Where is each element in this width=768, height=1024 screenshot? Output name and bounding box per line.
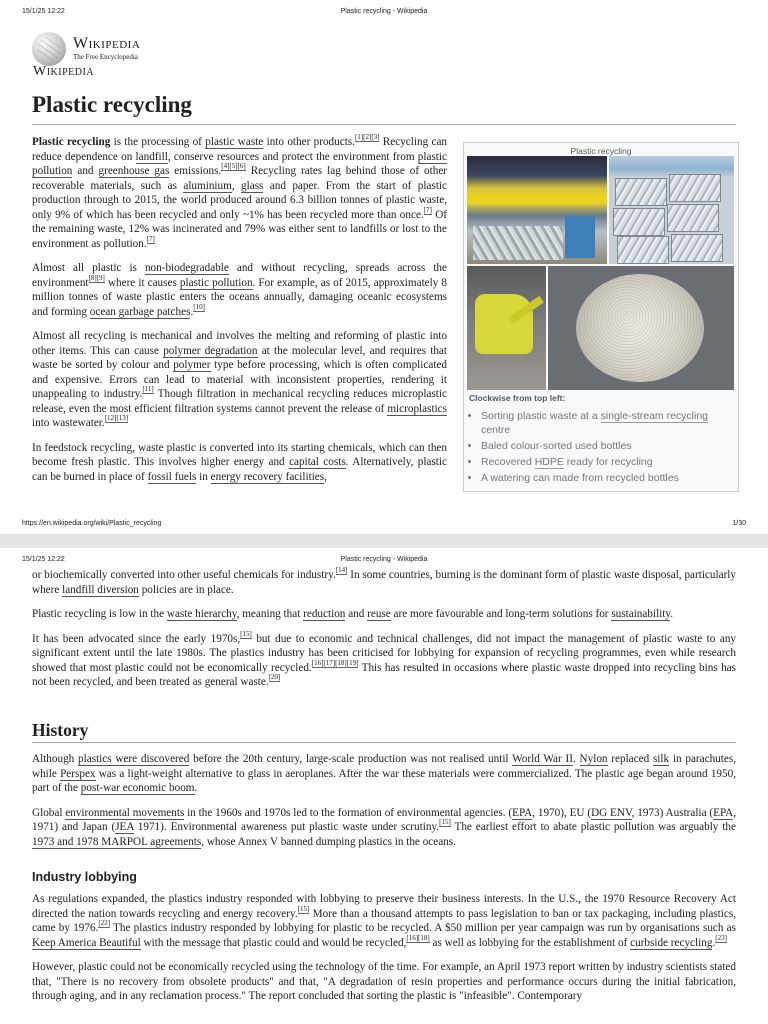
text: into wastewater. [32,417,105,429]
citation[interactable]: [11] [142,385,154,393]
text: , 1970), EU ( [532,806,592,819]
infobox-caption-list [469,409,738,487]
link-landfill[interactable]: landfill [135,150,168,163]
text: Baled colour-sorted used bottles [481,440,632,452]
text: . [190,305,194,318]
text: Recovered [481,456,535,468]
link-landfill-diversion[interactable]: landfill diversion [62,583,139,596]
text: in parachutes, while [32,753,737,780]
wikipedia-wordmark: Wikipedia [73,35,141,52]
citation[interactable]: [9] [96,273,105,282]
text: Global [32,806,66,819]
photo-detail [671,234,723,262]
photo-detail [667,204,719,232]
citation[interactable]: [8] [88,273,97,282]
link-plastic-pollution[interactable]: plastic pollution [179,276,253,289]
paragraph [32,441,447,485]
citation[interactable]: [1] [354,133,364,141]
citation[interactable]: [10] [193,302,205,311]
photo-detail [473,226,563,260]
text: into other products. [263,136,355,148]
text: 1971). Environmental awareness put plastic waste under scrutiny. [133,821,440,833]
link-world-war-ii[interactable]: World War II [512,753,573,765]
text: A watering can made from recycled bottles [481,472,679,484]
link-capital-costs[interactable]: capital costs [289,456,346,468]
text: are more favourable and long-term solutions for [390,608,612,620]
list-item [481,455,730,469]
link-polymer[interactable]: polymer [173,359,211,371]
photo-detail [617,236,669,264]
text: Though filtration in mechanical recycling reduces microplastic release, even the most efficient filtration systems cannot prevent the release of [32,388,447,415]
photo-detail [467,194,607,204]
paragraph [32,752,736,796]
link-aluminium[interactable]: aluminium [183,179,232,192]
text: but due to economic and technical challenges, did not impact the management of plastic waste to any significant extent until the late 1980s. The plastics industry has been criticised for lobbying for expansion of recycling programmes, even while research showed that most plastic could not be economically recycled. [32,632,737,674]
text: , meaning that [236,608,304,620]
infobox-subcaption: Clockwise from top left: [469,393,566,403]
text: centre [481,424,511,436]
citation[interactable]: [13] [116,414,129,422]
print-page-title: Plastic recycling - Wikipedia [340,8,428,15]
text: In some countries, burning is the dominant form of plastic waste disposal, particularly where [32,569,737,596]
subsection-heading-industry-lobbying: Industry lobbying [32,870,137,884]
link-dg-env[interactable]: DG ENV [591,806,632,819]
link-plastic-waste[interactable]: plastic waste [205,136,264,148]
infobox-image-collage[interactable] [467,156,734,390]
link-waste-hierarchy[interactable]: waste hierarchy [166,608,237,620]
link-keep-america-beautiful[interactable]: Keep America Beautiful [32,936,141,949]
text: at the molecular level, and requires that waste be sorted by colour and [32,344,448,371]
link-environmental-movements[interactable]: environmental movements [65,806,185,819]
citation[interactable]: [17] [323,658,336,667]
photo-detail [565,216,595,258]
link-reduction[interactable]: reduction [303,608,346,620]
print-footer [22,520,746,527]
section-heading-history: History [32,718,736,743]
wikipedia-globe-icon [32,32,66,66]
text: . [712,936,716,949]
paragraph [32,329,447,431]
wikipedia-tagline: The Free Encyclopedia [73,53,138,61]
citation[interactable]: [16] [406,933,419,942]
text: . [572,753,580,765]
list-item [481,409,730,437]
photo-detail [669,174,721,202]
infobox-caption: Plastic recycling [570,146,632,156]
link-curbside-recycling[interactable]: curbside recycling [630,936,713,949]
paragraph [32,261,447,319]
text: , 1971) and Japan ( [32,806,737,833]
link-hdpe[interactable]: HDPE [534,456,564,468]
text: Sorting plastic waste at a [481,410,601,422]
text: ready for recycling [563,456,653,468]
text: Recycling can reduce dependence on [32,136,448,163]
text: Of the remaining waste, 12% was incinerated and 79% was either sent to landfills or lost to the environment as pollution. [32,208,447,250]
print-page-title: Plastic recycling - Wikipedia [340,556,428,563]
industry-lobbying-section [32,892,736,1014]
citation[interactable]: [16] [311,658,324,667]
link-microplastics[interactable]: microplastics [387,402,447,415]
text: emissions. [169,165,222,177]
link-silk[interactable]: silk [652,753,670,765]
text: More than a thousand attempts to pass legislation to ban or tax packaging, including plastics, came by 1976. [32,907,736,934]
link-energy-recovery-facilities[interactable]: energy recovery facilities [210,470,325,483]
citation[interactable]: [12] [104,414,117,422]
article-intro-continued [32,568,736,700]
citation[interactable]: [5] [229,162,238,170]
text: , conserve resources and protect the environment from [167,150,418,163]
link-perspex[interactable]: Perspex [60,767,96,780]
text: in the 1960s and 1970s led to the formation of environmental agencies. ( [184,806,513,819]
text: Although [32,753,79,765]
link-epa-us[interactable]: EPA [512,806,533,819]
text: where it causes [104,276,180,289]
paragraph [32,806,736,850]
link-plastics-discovered[interactable]: plastics were discovered [78,753,190,765]
text: Almost all recycling is mechanical and involves the melting and reforming of plastic into other items. This can cause [32,330,447,357]
link-marpol-agreements[interactable]: 1973 and 1978 MARPOL agreements [32,835,202,848]
link-sustainability[interactable]: sustainability [611,608,671,620]
paragraph [32,960,736,1004]
print-page-2 [0,548,768,1024]
history-section [32,752,736,859]
text: . Alternatively, plastic can be burned in place of [32,456,447,483]
text: This has resulted in occasions where plastic waste dropped into recycling bins has not been recycled, and been treated as general waste. [32,661,737,688]
text: . For example, as of 2015, approximately 8 million tonnes of waste plastic enters the oceans annually, damaging oceanic ecosystems and forming [32,276,447,318]
photo-recovered-hdpe[interactable] [548,266,734,390]
text: The plastics industry responded by lobbying for plastic to be recycled. A $50 million per year campaign was run by organisations such as [110,922,736,934]
citation[interactable]: [18] [335,658,347,667]
citation[interactable]: [22] [98,919,111,927]
photo-detail [576,274,704,382]
citation[interactable]: [14] [335,566,348,574]
photo-baled-bottles[interactable] [609,156,734,264]
text: in [196,470,211,483]
print-datetime: 15/1/25 12:22 [22,556,65,563]
link-epa-australia[interactable]: EPA [713,806,734,819]
citation[interactable]: [23] [715,933,727,942]
text: replaced [607,753,653,765]
photo-detail [615,178,667,206]
citation[interactable]: [15] [240,629,252,638]
text: type before processing, which is often complicated and expensive. Errors can lead to material with inconsistent properties, rendering it unappealing to industry. [32,359,447,400]
text: It has been advocated since the early 1970s, [32,632,241,645]
citation[interactable]: [4] [221,162,230,170]
link-nylon[interactable]: Nylon [579,753,608,765]
text: was a light-weight alternative to glass in aeroplanes. After the war these materials were commercialized. The plastic age began around 1950, part of the [32,767,736,794]
text: is the processing of [110,136,206,148]
paragraph [32,607,736,622]
list-item [481,471,730,485]
link-glass[interactable]: glass [241,179,264,192]
citation[interactable]: [19] [346,658,359,667]
link-post-war-economic-boom[interactable]: post-war economic boom [80,782,195,794]
paragraph [32,629,737,690]
text: Almost all plastic is [32,262,145,274]
text: However, plastic could not be economically recycled using the technology of the time. For example, an April 1973 report written by industry scientists stated that, "There is no recovery from obsolete products" and that, "A degradation of resin properties and performance occurs during the initial fabrication, through aging, and in any reclamation process." The report concluded that sorting the plastic is "infeasible". Contemporary [32,961,736,1002]
link-non-biodegradable[interactable]: non-biodegradable [144,262,229,274]
citation[interactable]: [2] [363,133,372,141]
link-polymer-degradation[interactable]: polymer degradation [163,344,258,357]
citation[interactable]: [6] [237,162,246,170]
paragraph-intro [32,135,447,251]
article-intro [32,135,447,494]
text: In feedstock recycling, waste plastic is converted into its starting chemicals, which can then become fresh plastic. This involves higher energy and [32,441,447,468]
citation[interactable]: [3] [371,133,380,141]
photo-sorting-centre[interactable] [467,156,607,264]
text: , 1973) Australia ( [631,806,714,819]
text: As regulations expanded, the plastics industry responded with lobbying to preserve their business interests. In the U.S., the 1970 Resource Recovery Act directed the nation towards recycling and energy recovery. [32,893,736,920]
link-plastic-pollution[interactable]: plastic pollution [32,150,447,177]
page-title: Plastic recycling [32,88,736,125]
text: with the message that plastic could and would be recycled, [140,936,407,949]
text: before the 20th century, large-scale production was not realised until [189,753,513,765]
wikipedia-wordmark-secondary: Wikipedia [33,64,95,79]
text: . [194,782,198,794]
citation[interactable]: [15] [439,818,451,826]
text: and paper. From the start of plastic production through to 2015, the world produced around 6.3 billion tonnes of plastic waste, only 9% of which has been recycled and only ~1% has been recycled more than once. [32,179,448,221]
paragraph [32,568,736,597]
citation[interactable]: [20] [268,673,281,681]
infobox [463,142,739,492]
print-url: https://en.wikipedia.org/wiki/Plastic_recycling [22,520,162,527]
citation[interactable]: [18] [418,933,430,942]
print-page-number: 1/30 [732,520,746,527]
text: and [72,165,99,177]
text: . [670,608,674,620]
photo-watering-can[interactable] [467,266,546,390]
text: or biochemically converted into other useful chemicals for industry. [32,569,336,581]
link-fossil-fuels[interactable]: fossil fuels [147,470,197,483]
list-item [481,439,730,453]
citation[interactable]: [15] [297,904,310,913]
text: Plastic recycling is low in the [32,608,167,620]
paragraph [32,892,736,950]
bold-term: Plastic recycling [32,136,111,148]
citation[interactable]: [7] [423,205,432,214]
text: as well as lobbying for the establishment of [429,936,631,949]
text: , whose Annex V banned dumping plastics in the oceans. [201,835,456,848]
text: , [324,470,327,483]
link-reuse[interactable]: reuse [367,608,391,620]
text: policies are in place. [138,583,234,596]
text: , [231,179,242,192]
photo-detail [475,294,533,354]
photo-detail [613,208,665,236]
print-datetime: 15/1/25 12:22 [22,8,65,15]
link-greenhouse-gas[interactable]: greenhouse gas [98,165,170,177]
text: Recycling rates lag behind those of other recoverable materials, such as [32,165,448,192]
link-jea[interactable]: JEA [115,821,134,833]
text: The earliest effort to abate plastic pollution was arguably the [450,821,736,833]
text: and without recycling, spreads across the environment [32,262,447,289]
link-ocean-garbage-patches[interactable]: ocean garbage patches [89,305,191,318]
citation[interactable]: [7] [146,234,155,243]
link-single-stream-recycling[interactable]: single-stream recycling [600,410,709,422]
text: and [345,608,368,620]
